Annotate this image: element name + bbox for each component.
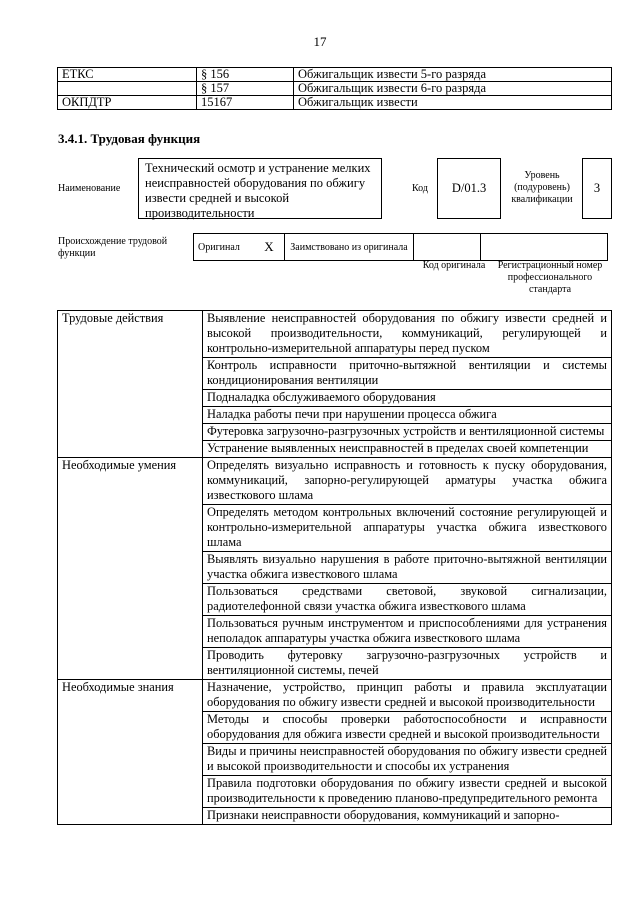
code-classifier: ЕТКС <box>58 68 197 82</box>
function-name-label: Наименование <box>58 183 121 194</box>
function-code: D/01.3 <box>437 158 501 219</box>
section-title: 3.4.1. Трудовая функция <box>58 131 201 146</box>
code-row <box>58 96 612 110</box>
section-heading: Необходимые умения <box>58 458 203 680</box>
code-row <box>58 82 612 96</box>
section-item: Методы и способы проверки работоспособности и исправности оборудования для обжига извести средней и высокой производительности <box>203 712 612 744</box>
section-item: Футеровка загрузочно-разгрузочных устройств и вентиляционной системы <box>203 424 612 441</box>
reg-number-cell <box>481 234 608 261</box>
code-number: § 157 <box>197 82 294 96</box>
reg-number-label: Регистрационный номер профессионального стандарта <box>497 260 603 295</box>
section-item: Подналадка обслуживаемого оборудования <box>203 390 612 407</box>
origin-label: Происхождение трудовой функции <box>58 236 168 259</box>
code-name: Обжигальщик извести <box>294 96 612 110</box>
code-row <box>58 68 612 82</box>
detail-row <box>58 680 612 712</box>
section-item: Правила подготовки оборудования по обжигу извести средней и высокой производительности к проведению планово-предупредительного ремонта <box>203 776 612 808</box>
section-item: Пользоваться средствами световой, звуковой сигнализации, радиотелефонной связи участка обжига известкового шлама <box>203 584 612 616</box>
section-item: Выявление неисправностей оборудования по обжигу извести средней и высокой производительности, коммуникаций, регулирующей и контрольно-измерительной аппаратуры перед пуском <box>203 311 612 358</box>
section-item: Определять методом контрольных включений состояние регулирующей и контрольно-измерительной аппаратуры участка обжига известкового шлама <box>203 505 612 552</box>
section-item: Назначение, устройство, принцип работы и правила эксплуатации оборудования по обжигу извести средней и высокой производительности <box>203 680 612 712</box>
code-classifier <box>58 82 197 96</box>
section-item: Выявлять визуально нарушения в работе приточно-вытяжной вентиляции участка обжига известкового шлама <box>203 552 612 584</box>
page-number: 17 <box>313 34 327 49</box>
function-code-label: Код <box>412 183 428 194</box>
code-name: Обжигальщик извести 6-го разряда <box>294 82 612 96</box>
section-item: Определять визуально исправность и готовность к пуску оборудования, коммуникаций, запорно-регулирующей арматуры участка обжига известкового шлама <box>203 458 612 505</box>
section-item: Контроль исправности приточно-вытяжной вентиляции и системы кондиционирования вентиляции <box>203 358 612 390</box>
section-item: Виды и причины неисправностей оборудования по обжигу извести средней и высокой производительности и способы их устранения <box>203 744 612 776</box>
function-name: Технический осмотр и устранение мелких неисправностей оборудования по обжигу извести средней и высокой производительности <box>138 158 382 219</box>
section-item: Проводить футеровку загрузочно-разгрузочных устройств и вентиляционной системы, печей <box>203 648 612 680</box>
code-number: § 156 <box>197 68 294 82</box>
qualification-level: 3 <box>582 158 612 219</box>
function-details-table <box>57 310 612 825</box>
section-item: Наладка работы печи при нарушении процесса обжига <box>203 407 612 424</box>
code-classifier: ОКПДТР <box>58 96 197 110</box>
code-original-cell <box>414 234 481 261</box>
borrowed-label: Заимствовано из оригинала <box>285 234 414 261</box>
section-item: Пользоваться ручным инструментом и приспособлениями для устранения неполадок аппаратуры участка обжига известкового шлама <box>203 616 612 648</box>
code-number: 15167 <box>197 96 294 110</box>
section-item: Признаки неисправности оборудования, коммуникаций и запорно- <box>203 808 612 825</box>
qualification-level-label: Уровень (подуровень) квалификации <box>511 170 573 205</box>
section-heading: Необходимые знания <box>58 680 203 825</box>
detail-row <box>58 311 612 358</box>
original-label: Оригинал <box>194 234 255 261</box>
section-heading: Трудовые действия <box>58 311 203 458</box>
origin-table <box>193 233 608 261</box>
section-item: Устранение выявленных неисправностей в пределах своей компетенции <box>203 441 612 458</box>
code-original-label: Код оригинала <box>422 260 486 271</box>
original-mark: X <box>254 234 285 261</box>
detail-row <box>58 458 612 505</box>
code-name: Обжигальщик извести 5-го разряда <box>294 68 612 82</box>
classification-codes-table <box>57 67 612 110</box>
